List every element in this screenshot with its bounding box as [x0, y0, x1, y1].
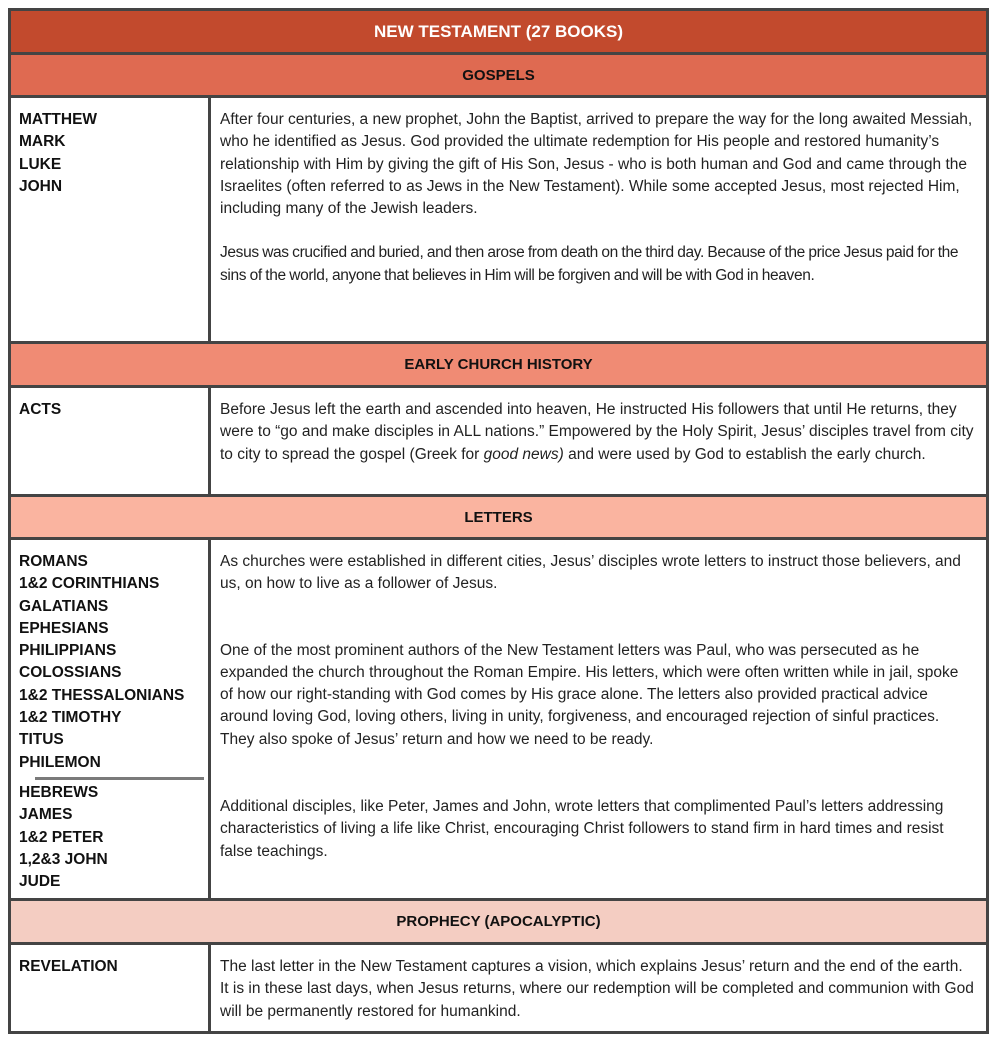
section-header-letters: LETTERS — [11, 497, 986, 540]
description-paragraph: As churches were established in different cities, Jesus’ disciples wrote letters to instruct those believers, and us, on how to live as a follower of Jesus. — [220, 553, 961, 593]
book-list-letters — [11, 540, 211, 898]
book-name: PHILIPPIANS — [19, 642, 117, 660]
new-testament-table — [8, 8, 989, 1034]
book-name: HEBREWS — [19, 783, 99, 801]
book-name: GALATIANS — [19, 597, 109, 615]
description-prophecy — [211, 945, 986, 1031]
book-name: JOHN — [19, 177, 63, 195]
section-row-letters — [11, 540, 986, 901]
description-paragraph — [220, 399, 974, 466]
description-letters — [211, 540, 986, 898]
section-header-early-church-history: EARLY CHURCH HISTORY — [11, 344, 986, 388]
paragraph-text: Before Jesus left the earth and ascended into heaven, He instructed His followers that until He returns, they were to “go and make disciples in ALL nations.” Empowered by the Holy Spirit, Jesus’ disciples travel from city to city to spread the gospel (Greek for — [220, 401, 974, 463]
book-name: MATTHEW — [19, 111, 98, 128]
book-name: COLOSSIANS — [19, 664, 122, 682]
book-name: LUKE — [19, 155, 62, 173]
section-row-gospels — [11, 98, 986, 344]
section-header-gospels: GOSPELS — [11, 55, 986, 98]
description-paragraph: The last letter in the New Testament captures a vision, which explains Jesus’ return and the end of the earth. It is in these last days, when Jesus returns, where our redemption will be completed and communion with God will be permanently restored for humankind. — [220, 958, 974, 1020]
book-name: JUDE — [19, 873, 61, 891]
book-name: MARK — [19, 133, 66, 151]
section-row-early-church-history — [11, 388, 986, 497]
section-header-prophecy: PROPHECY (APOCALYPTIC) — [11, 901, 986, 945]
book-name: ROMANS — [19, 553, 88, 570]
book-list-gospels — [11, 98, 211, 341]
description-paragraph: Jesus was crucified and buried, and then arose from death on the third day. Because of the price Jesus paid for the sins of the world, anyone that believes in Him will be forgiven and will be with God in heaven. — [220, 244, 959, 284]
book-name: 1&2 TIMOTHY — [19, 709, 122, 727]
book-name: REVELATION — [19, 958, 118, 975]
book-name: EPHESIANS — [19, 619, 109, 637]
pauline-general-divider — [35, 777, 204, 780]
paragraph-text: and were used by God to establish the early church. — [563, 445, 926, 463]
italic-text: good news) — [483, 445, 564, 463]
book-name: 1&2 THESSALONIANS — [19, 686, 185, 704]
book-name: 1&2 PETER — [19, 828, 104, 846]
book-name: ACTS — [19, 401, 62, 418]
description-paragraph: One of the most prominent authors of the New Testament letters was Paul, who was persecuted as he expanded the church throughout the Roman Empire. His letters, which were often written while in jail, spoke of how our right-standing with God comes by His grace alone. The letters also provided practical advice around loving God, loving others, living in unity, forgiveness, and encouraged rejection of sinful practices. They also spoke of Jesus’ return and how we need to be ready. — [220, 641, 959, 748]
description-early-church-history — [211, 388, 986, 494]
book-name: JAMES — [19, 806, 73, 824]
book-list-revelation — [11, 945, 211, 1031]
description-paragraph: After four centuries, a new prophet, John the Baptist, arrived to prepare the way for the long awaited Messiah, who he identified as Jesus. God provided the ultimate redemption for His people and restored humanity’s relationship with Him by giving the gift of His Son, Jesus - who is both human and God and came through the Israelites (often referred to as Jews in the New Testament). While some accepted Jesus, most rejected Him, including many of the Jewish leaders. — [220, 111, 973, 218]
book-list-acts — [11, 388, 211, 494]
description-gospels — [211, 98, 986, 341]
section-row-prophecy — [11, 945, 986, 1031]
book-name: 1&2 CORINTHIANS — [19, 575, 160, 593]
book-name: 1,2&3 JOHN — [19, 850, 108, 868]
book-name: PHILEMON — [19, 753, 101, 771]
book-name: TITUS — [19, 731, 64, 749]
description-paragraph: Additional disciples, like Peter, James and John, wrote letters that complimented Paul’s letters addressing characteristics of living a life like Christ, encouraging Christ followers to stand firm in hard times and resist false teachings. — [220, 798, 944, 860]
table-title: NEW TESTAMENT (27 BOOKS) — [11, 11, 986, 55]
